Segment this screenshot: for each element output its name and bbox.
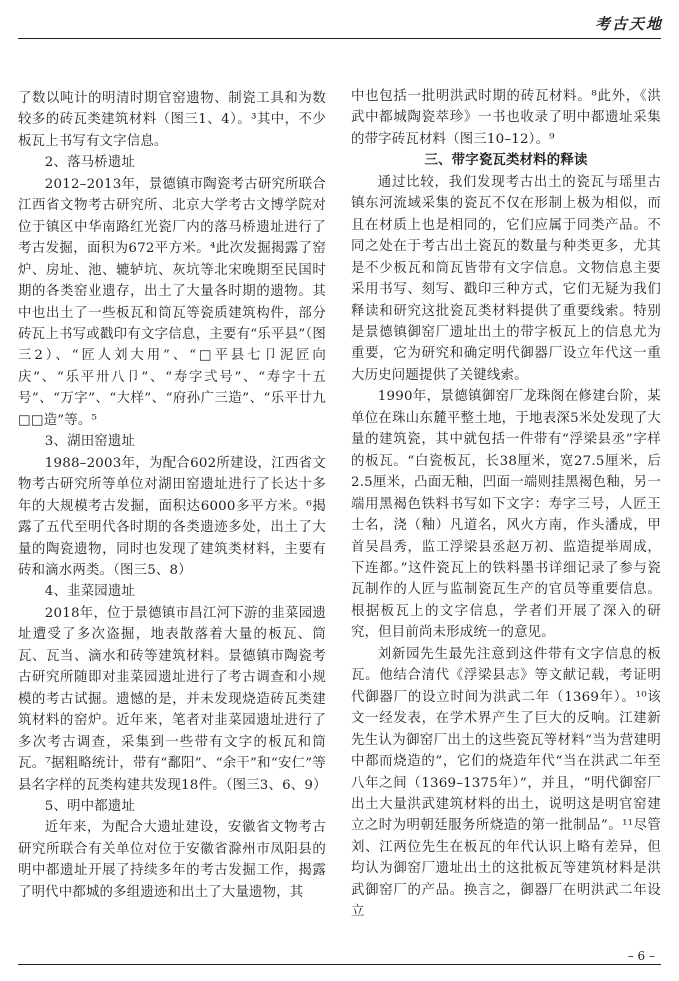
section-heading: 三、带字瓷瓦类材料的释读 — [424, 152, 588, 169]
left-column — [18, 88, 326, 903]
paragraph: 近年来，为配合大遗址建设，安徽省文物考古研究所联合有关单位对位于安徽省滁州市凤阳县的明中都遗址开展了持续多年的考古发掘工作，揭露了明代中都城的多组遗迹和出土了大量遗物，其 — [18, 820, 326, 900]
paragraph: 1988–2003年，为配合602所建设，江西省文物考古研究所等单位对湖田窑遗址进行了长达十多年的大规模考古发掘，面积达6000多平方米。⁶揭露了五代至明代各时期的各类遗迹多处，出土了大量的陶瓷遗物，同时也发现了建筑类材料，主要有砖和滴水两类。（图三5、8） — [18, 455, 326, 578]
subsection-heading: 4、韭菜园遗址 — [44, 584, 136, 600]
journal-title: 考古天地 — [594, 15, 663, 33]
paragraph: 刘新园先生最先注意到这件带有文字信息的板瓦。他结合清代《浮梁县志》等文献记载，考证明代御器厂的设立时间为洪武二年（1369年）。¹⁰该文一经发表，在学术界产生了巨大的反响。江建新先生认为御窑厂出土的这些瓷瓦等材料“当为营建明中都而烧造的”，它们的烧造年代“当在洪武二年至八年之间（1369–1375年）”，并且，“明代御窑厂出土大量洪武建筑材料的出土，说明这是明官窑建立之时为明朝廷服务所烧造的第一批制品”。¹¹尽管刘、江两位先生在板瓦的年代认识上略有差异，但均认为御窑厂遗址出土的这批板瓦等建筑材料是洪武御窑厂的产品。换言之，御器厂在明洪武二年设立 — [351, 646, 661, 920]
page-number: – 6 – — [627, 949, 655, 963]
footer-divider — [18, 964, 661, 965]
subsection-heading: 2、落马桥遗址 — [44, 155, 136, 171]
paragraph: 2012–2013年，景德镇市陶瓷考古研究所联合江西省文物考古研究所、北京大学考古文博学院对位于镇区中华南路红光瓷厂内的落马桥遗址进行了考古发掘，面积为672平方米。⁴此次发掘揭露了窑炉、房址、池、辘轳坑、灰坑等北宋晚期至民国时期的各类窑业遗存，出土了大量各时期的遗物。其中也出土了一些板瓦和筒瓦等瓷质建筑构件，部分砖瓦上书写或戳印有文字信息，主要有“乐平县”（图三2）、“匠人刘大用”、“□平县七卩泥匠向庆”、“乐平卅八卩”、“寿字弍号”、“寿字十五号”、“万字”、“大样”、“府孙广三造”、“乐平廿九□□造”等。⁵ — [18, 176, 326, 428]
paragraph: 2018年，位于景德镇市昌江河下游的韭菜园遗址遭受了多次盗掘，地表散落着大量的板瓦、筒瓦、瓦当、滴水和砖等建筑材料。景德镇市陶瓷考古研究所随即对韭菜园遗址进行了考古调查和小规模的考古试掘。遗憾的是，并未发现烧造砖瓦类建筑材料的窑炉。近年来，笔者对韭菜园遗址进行了多次考古调查，采集到一些带有文字的板瓦和筒瓦。⁷据粗略统计，带有“鄱阳”、“余干”和“安仁”等县名字样的瓦类构建共发现18件。（图三3、6、9） — [18, 605, 327, 793]
paragraph: 中也包括一批明洪武时期的砖瓦材料。⁸此外，《洪武中都城陶瓷萃珍》一书也收录了明中都遗址采集的带字砖瓦材料（图三10–12）。⁹ — [351, 89, 661, 147]
paragraph: 通过比较，我们发现考古出土的瓷瓦与瑶里古镇东河流域采集的瓷瓦不仅在形制上极为相似，而且在材质上也是相同的，它们应属于同类产品。不同之处在于考古出土瓷瓦的数量与种类更多，尤其是不少板瓦和筒瓦皆带有文字信息。文物信息主要采用书写、刻写、戳印三种方式，它们无疑为我们释读和研究这批瓷瓦类材料提供了重要线索。特别是景德镇御窑厂遗址出土的带字板瓦上的信息尤为重要，它为研究和确定明代御器厂设立年代这一重大历史问题提供了关键线索。 — [351, 174, 661, 383]
right-column — [351, 86, 661, 923]
subsection-heading: 5、明中都遗址 — [44, 798, 136, 814]
subsection-heading: 3、湖田窑遗址 — [44, 434, 136, 450]
paragraph: 了数以吨计的明清时期官窑遗物、制瓷工具和为数较多的砖瓦类建筑材料（图三1、4）。³其中，不少板瓦上书写有文字信息。 — [18, 91, 326, 149]
header-divider — [18, 38, 661, 39]
paragraph: 1990年，景德镇御窑厂龙珠阁在修建台阶，某单位在珠山东麓平整土地，于地表深5米处发现了大量的建筑瓷，其中就包括一件带有“浮梁县丞”字样的板瓦。“白瓷板瓦，长38厘米，宽27.5厘米，后2.5厘米，凸面无釉，凹面一端则挂黑褐色釉，另一端用黑褐色铁料书写如下文字：寿字三号，人匠王士名，浇（釉）凡道名，风火方南，作头潘成，甲首吴昌秀，监工浮梁县丞赵万初、监造提举周成，下连都。”这件瓷瓦上的铁料墨书详细记录了参与瓷瓦制作的人匠与监制瓷瓦生产的官员等重要信息。根据板瓦上的文字信息，学者们开展了深入的研究，但目前尚未形成统一的意见。 — [351, 389, 661, 641]
